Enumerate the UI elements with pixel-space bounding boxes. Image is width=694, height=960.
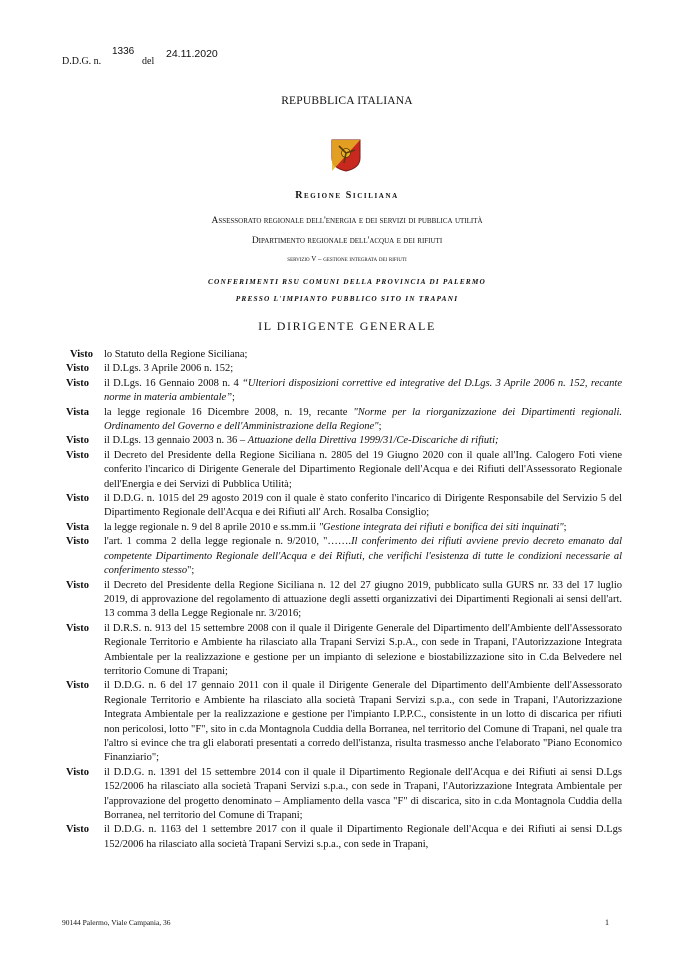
dipartimento-heading: Dipartimento regionale dell'acqua e dei rifiuti <box>251 236 443 246</box>
visto-italic-text: Attuazione della Direttiva 1999/31/Ce-Discariche di rifiuti; <box>247 435 499 447</box>
visto-text: la legge regionale n. 9 del 8 aprile 2010 e ss.mm.ii <box>104 521 319 533</box>
trinacria-emblem-icon <box>330 138 362 172</box>
visto-item <box>66 449 622 492</box>
visto-verb: Visto <box>66 449 89 461</box>
visto-text: il D.Lgs. 16 Gennaio 2008 n. 4 <box>104 377 243 389</box>
visto-item <box>66 348 622 362</box>
region-heading: Regione Siciliana <box>295 190 399 201</box>
visto-italic-text: "Gestione integrata dei rifiuti e bonifica dei siti inquinati" <box>318 521 564 533</box>
republic-heading: REPUBBLICA ITALIANA <box>281 95 413 107</box>
visto-item <box>66 823 622 852</box>
subject-line-2: PRESSO L'IMPIANTO PUBBLICO SITO IN TRAPANI <box>235 294 459 303</box>
visto-text: il D.D.G. n. 6 del 17 gennaio 2011 con il quale il Dirigente Generale del Dipartimento dell'Ambiente dell'Assessorato Regionale Territorio e Ambiente ha rilasciato alla società Trapani Servizi s.p.a., con sede in Trapani, l'Autorizzazione Integrata Ambientale per la realizzazione e gestione per l'impianto I.P.P.C., consistente in un lotto di discarica per rifiuti non pericolosi, lotto "F", sito in c.da Montagnola Cuddia della Borranea, nel territorio del Comune di Trapani, nel quale tra l'altro si evince che tra gli elaborati presentati a corredo dell'istanza, risulta trasmesso anche l'elaborato "Piano Economico Finanziario"; <box>104 680 622 764</box>
visto-text: il D.Lgs. 13 gennaio 2003 n. 36 – <box>104 435 248 447</box>
del-label: del <box>142 56 155 67</box>
visto-text-tail: ; <box>563 521 567 533</box>
visto-item <box>66 579 622 622</box>
visto-item <box>66 362 622 376</box>
visto-item <box>66 766 622 824</box>
visto-verb: Visto <box>66 680 89 692</box>
visto-text-tail: ; <box>232 392 235 404</box>
visto-text: il D.Lgs. 3 Aprile 2006 n. 152; <box>104 363 234 375</box>
visto-text: il D.D.G. n. 1391 del 15 settembre 2014 con il quale il Dipartimento Regionale dell'Acqua e dei Rifiuti ai sensi D.Lgs 152/2006 ha rilasciato alla società Trapani Servizi s.p.a., con sede in Trapani, l'Autorizzazione Integrata Ambientale per l'approvazione del progetto denominato – Ampliamento della vasca "F" di discarica, sito in c.da Montagnola Cuddia della Borranea, nel territorio del Comune di Trapani; <box>104 766 622 821</box>
visto-item <box>66 377 622 406</box>
decree-date: 24.11.2020 <box>166 48 218 60</box>
visto-text: il D.D.G. n. 1163 del 1 settembre 2017 con il quale il Dipartimento Regionale dell'Acqua e dei Rifiuti ai sensi D.Lgs 152/2006 ha rilasciato alla società Trapani Servizi s.p.a., con sede in Trapani, <box>104 824 622 850</box>
visto-verb: Visto <box>66 824 89 836</box>
visto-text: l'art. 1 comma 2 della legge regionale n. 9/2010, "……. <box>104 536 352 548</box>
page-number: 1 <box>605 918 609 927</box>
visto-verb: Visto <box>66 363 89 375</box>
visto-verb: Visto <box>66 377 89 389</box>
visto-italic-text: “Ulteriori disposizioni correttive ed integrative del D.Lgs. 3 Aprile 2006 n. 152, recante norme in materia ambientale” <box>104 377 622 404</box>
footer-address: 90144 Palermo, Viale Campania, 36 <box>62 918 171 927</box>
subject-line-1: CONFERIMENTI RSU COMUNI DELLA PROVINCIA DI PALERMO <box>207 277 486 286</box>
visto-verb: Visto <box>66 579 89 591</box>
visto-text: il D.R.S. n. 913 del 15 settembre 2008 con il quale il Dirigente Generale del Dipartimento dell'Ambiente dell'Assessorato Regionale Territorio e Ambiente ha rilasciato alla Trapani Servizi S.p.A., con sede in Trapani, l'Autorizzazione Integrata Ambientale per la realizzazione e gestione per un impianto di selezione e biostabilizzazione sito in C.da Belvedere nel territorio Comune di Trapani; <box>104 622 622 677</box>
visto-verb: Visto <box>66 536 89 548</box>
servizio-heading: servizio V – gestione integrata dei rifiuti <box>287 255 407 263</box>
visto-item <box>66 521 622 535</box>
dirigente-heading: IL DIRIGENTE GENERALE <box>258 319 436 333</box>
visto-verb: Vista <box>66 406 89 418</box>
visto-italic-text: Il conferimento dei rifiuti avviene previo decreto emanato dal competente Dipartimento Regionale dell'Acqua e dei Rifiuti, che verifichi l'esistenza di tutte le condizioni necessarie al conferimento stesso <box>104 536 623 577</box>
assessorato-heading: Assessorato regionale dell'energia e dei servizi di pubblica utilità <box>211 216 483 226</box>
visto-verb: Vista <box>66 521 89 533</box>
visto-text: lo Statuto della Regione Siciliana; <box>104 349 248 360</box>
visto-text: la legge regionale 16 Dicembre 2008, n. 19, recante <box>104 406 354 418</box>
visto-text: il Decreto del Presidente della Regione Siciliana n. 2805 del 19 Giugno 2020 con il quale all'Ing. Calogero Foti viene conferito l'incarico di Dirigente Generale del Dipartimento Regionale dell'Acqua e dei Rifiuti dell'Assessorato Regionale dell'Energia e dei Servizi di Pubblica Utilità; <box>104 449 622 490</box>
visto-italic-text: "Norme per la riorganizzazione dei Dipartimenti regionali. Ordinamento del Governo e dell'Amministrazione della Regione" <box>104 406 622 433</box>
visto-item <box>66 492 622 521</box>
visto-text-tail: "; <box>187 565 195 577</box>
visto-verb: Visto <box>66 622 89 634</box>
visto-text: il Decreto del Presidente della Regione Siciliana n. 12 del 27 giugno 2019, pubblicato sulla GURS nr. 33 del 17 luglio 2019, di approvazione del regolamento di attuazione degli assetti organizzativi dei Dipartimenti Regionali ai sensi dell'art. 13 comma 3 della Legge Regionale nr. 3/2016; <box>104 579 622 620</box>
visto-verb: Visto <box>66 493 89 505</box>
visto-verb: Visto <box>70 349 93 360</box>
ddg-number: 1336 <box>112 46 135 57</box>
visto-verb: Visto <box>66 766 89 778</box>
visto-text-tail: ; <box>378 421 382 433</box>
visto-item <box>66 535 622 578</box>
visti-list <box>66 348 622 852</box>
visto-text: il D.D.G. n. 1015 del 29 agosto 2019 con il quale è stato conferito l'incarico di Dirigente Responsabile del Servizio 5 del Dipartimento Regionale dell'Acqua e dei Rifiuti all' Arch. Rosalba Consiglio; <box>104 493 622 519</box>
visto-verb: Visto <box>66 435 89 447</box>
visto-item <box>66 679 622 765</box>
visto-item <box>66 406 622 435</box>
visto-item <box>66 622 622 680</box>
ddg-label: D.D.G. n. <box>62 56 102 67</box>
visto-item <box>66 434 622 448</box>
